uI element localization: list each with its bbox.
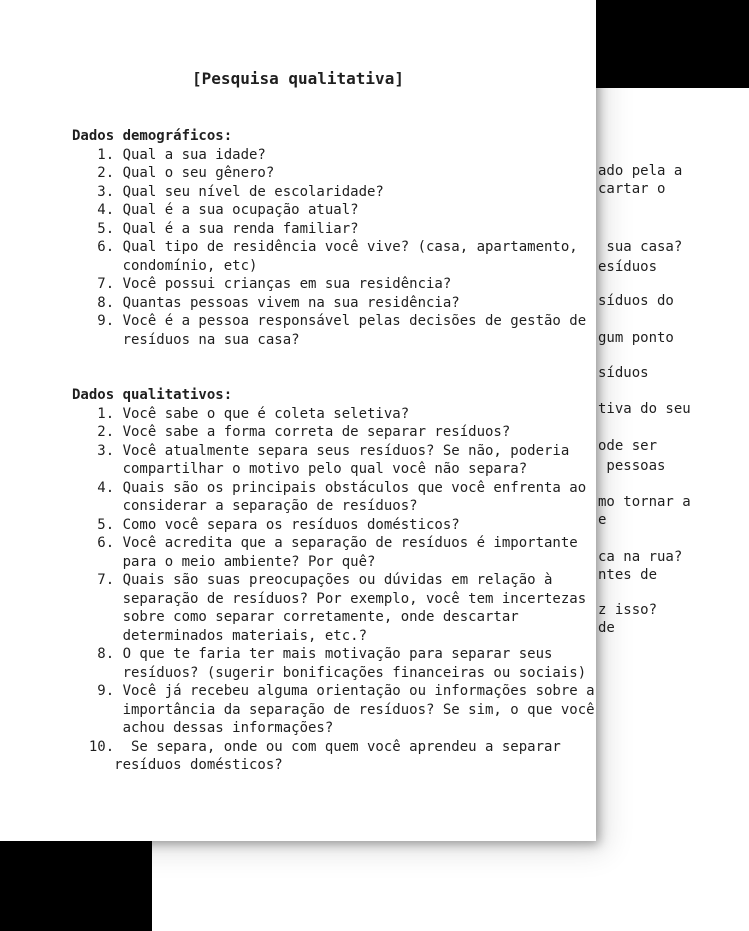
section-heading: Dados demográficos: (72, 128, 233, 144)
question-line: 10. Se separa, onde ou com quem você aprendeu a separar (72, 738, 561, 755)
question-line: 6. Qual tipo de residência você vive? (casa, apartamento, (72, 239, 578, 255)
question-line: 9. Você é a pessoa responsável pelas decisões de gestão de (72, 313, 587, 329)
page-2-text-fragment: e (598, 512, 607, 528)
question-line: 7. Quais são suas preocupações ou dúvidas em relação à (72, 572, 553, 588)
page-2-text-fragment: de (598, 620, 615, 636)
question-line: resíduos domésticos? (72, 757, 283, 773)
question-line: considerar a separação de resíduos? (72, 498, 418, 514)
question-line: separação de resíduos? Por exemplo, você tem incertezas (72, 590, 587, 607)
page-2-text-fragment: z isso? (598, 602, 658, 618)
question-section (72, 127, 595, 349)
question-line: 5. Como você separa os resíduos domésticos? (72, 516, 460, 533)
question-section (72, 386, 595, 775)
page-2-text-fragment: pessoas (598, 458, 666, 474)
question-line: 8. Quantas pessoas vivem na sua residência? (72, 294, 460, 311)
page-2-text-fragment: esíduos (598, 259, 658, 275)
question-line: 2. Qual o seu gênero? (72, 165, 275, 181)
page-3-partial (152, 841, 749, 931)
question-line: 4. Qual é a sua ocupação atual? (72, 202, 359, 218)
question-line: sobre como separar corretamente, onde descartar (72, 609, 519, 625)
question-line: resíduos na sua casa? (72, 331, 300, 348)
question-line: 3. Qual seu nível de escolaridade? (72, 183, 384, 200)
page-2-text-fragment: sua casa? (598, 239, 683, 255)
page-2-text-fragment: síduos do (598, 293, 674, 309)
question-line: 8. O que te faria ter mais motivação para separar seus (72, 646, 553, 662)
question-line: 5. Qual é a sua renda familiar? (72, 220, 359, 237)
question-line: 6. Você acredita que a separação de resíduos é importante (72, 535, 578, 551)
question-line: 4. Quais são os principais obstáculos que você enfrenta ao (72, 479, 587, 496)
page-2-text-fragment: tiva do seu (598, 401, 691, 417)
page-2-text-fragment: ode ser (598, 438, 658, 454)
question-line: 3. Você atualmente separa seus resíduos? Se não, poderia (72, 442, 570, 459)
page-2-partial (596, 88, 749, 931)
question-line: resíduos? (sugerir bonificações financeiras ou sociais) (72, 664, 587, 681)
question-line: achou dessas informações? (72, 720, 334, 736)
section-heading: Dados qualitativos: (72, 387, 233, 403)
page-2-text-fragment: mo tornar a (598, 494, 691, 510)
page-2-text-fragment: síduos (598, 365, 649, 381)
question-line: 9. Você já recebeu alguma orientação ou informações sobre a (72, 683, 595, 699)
page-2-text-fragment: gum ponto (598, 330, 674, 346)
question-line: determinados materiais, etc.? (72, 627, 368, 644)
question-line: para o meio ambiente? Por quê? (72, 553, 376, 570)
question-line: 7. Você possui crianças em sua residência? (72, 276, 452, 292)
document-body (72, 127, 595, 775)
question-line: 2. Você sabe a forma correta de separar resíduos? (72, 424, 511, 440)
page-2-text-fragment: ca na rua? (598, 549, 683, 565)
question-line: condomínio, etc) (72, 257, 258, 274)
question-line: importância da separação de resíduos? Se sim, o que você (72, 701, 595, 718)
page-2-text-fragment: ntes de (598, 567, 658, 583)
page-2-text-fragment: cartar o (598, 181, 666, 197)
question-line: compartilhar o motivo pelo qual você não separa? (72, 461, 528, 477)
page-2-text-fragment: ado pela a (598, 163, 683, 179)
question-line: 1. Qual a sua idade? (72, 146, 266, 163)
document-title: [Pesquisa qualitativa] (192, 69, 404, 88)
question-line: 1. Você sabe o que é coleta seletiva? (72, 405, 410, 422)
